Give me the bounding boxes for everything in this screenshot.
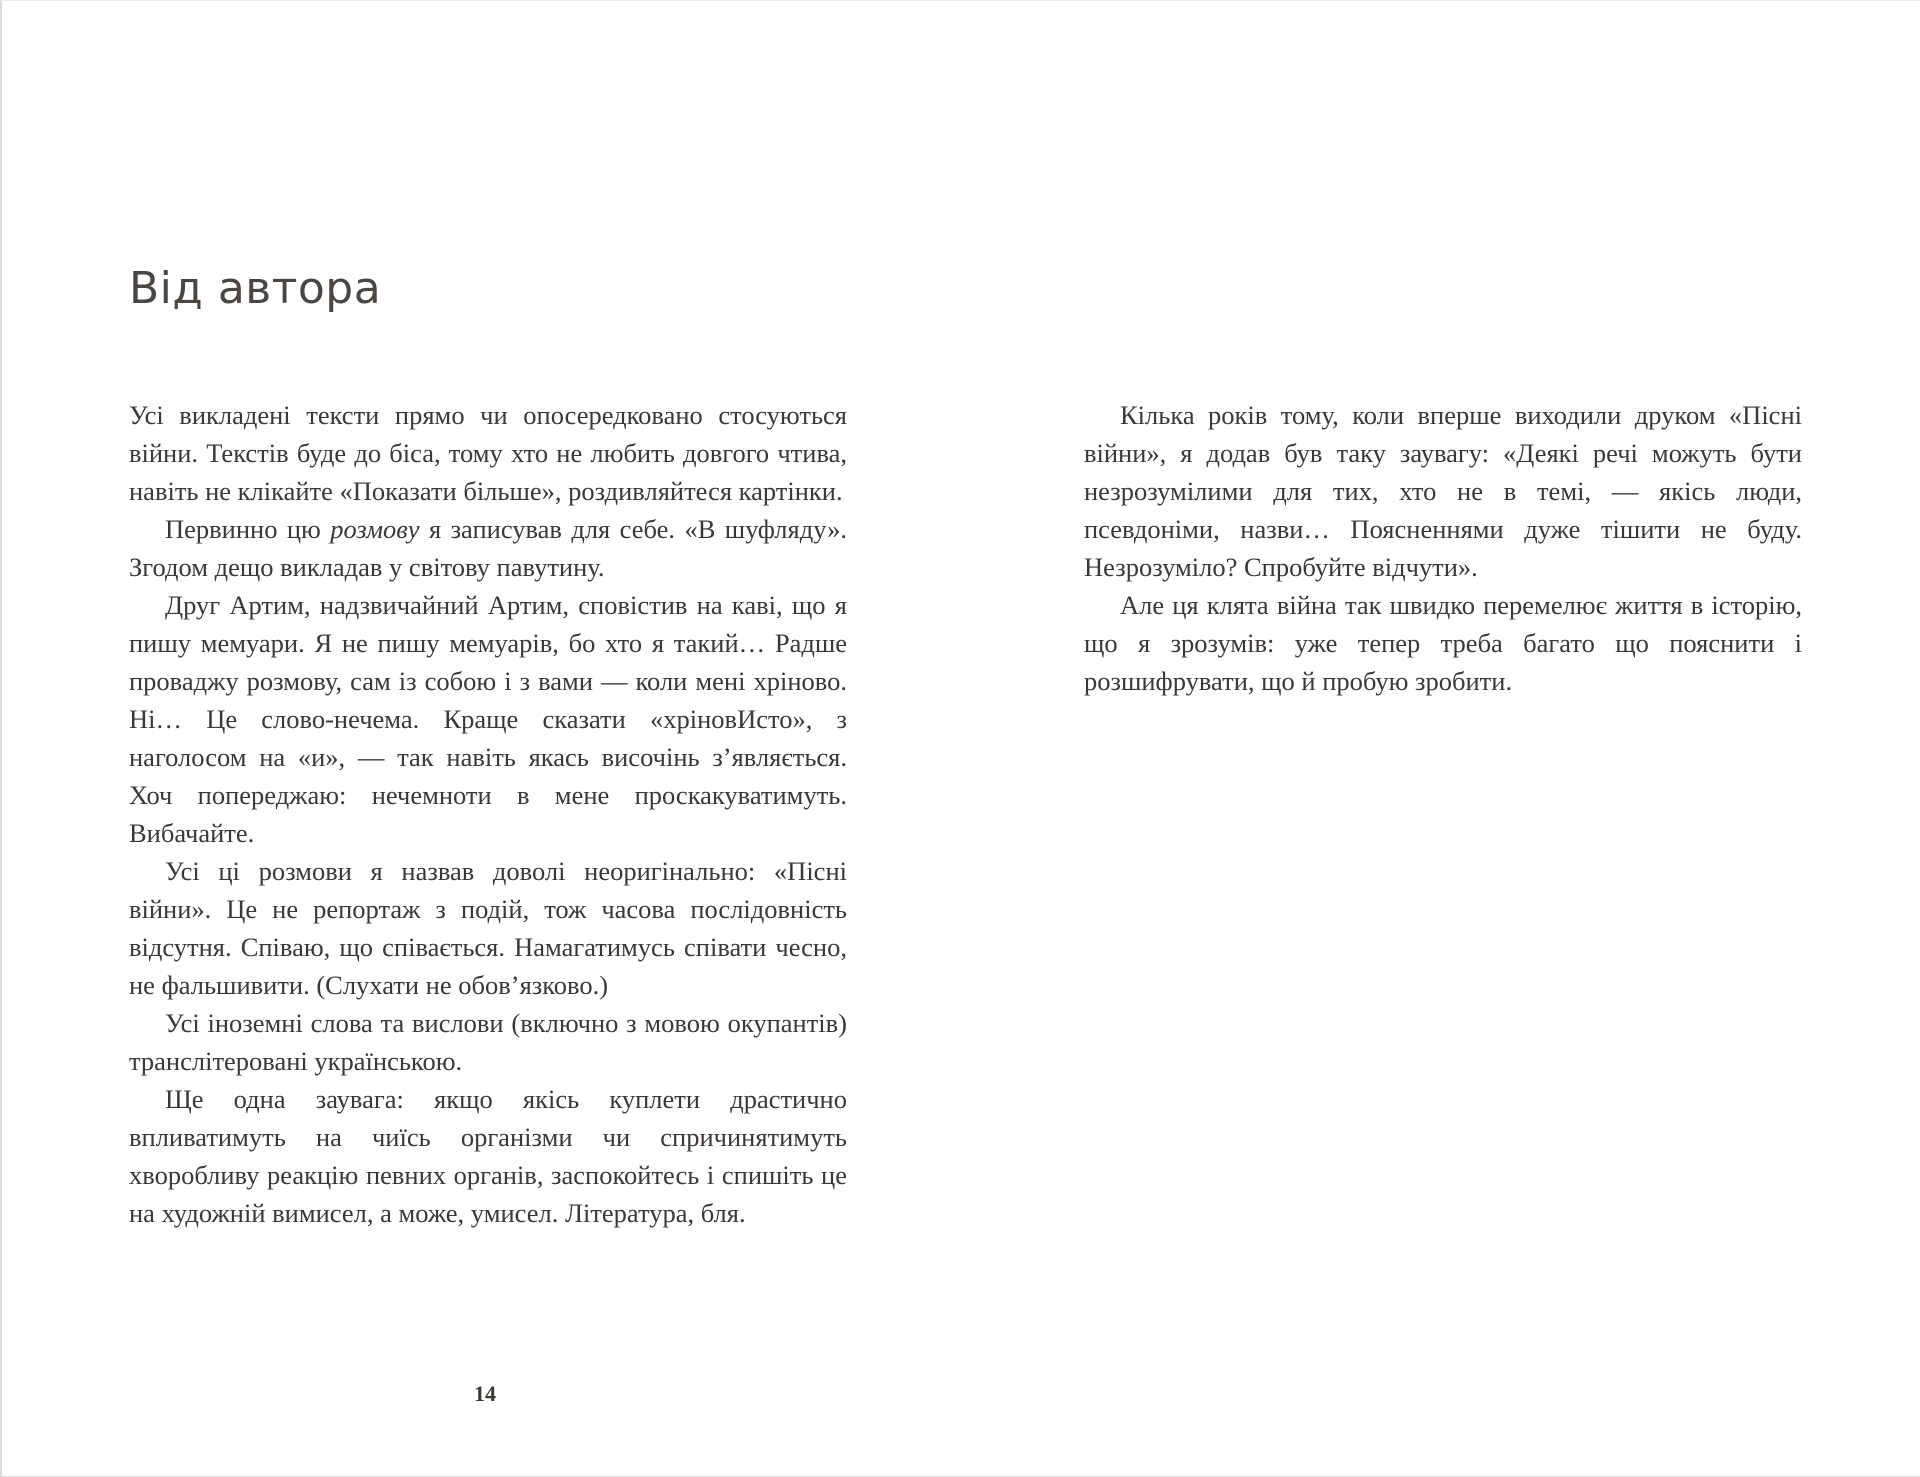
- paragraph-8: Але ця клята війна так швидко перемелює життя в історію, що я зрозумів: уже тепер треба багато що пояснити і розшифрувати, що й пробую зробити.: [1084, 590, 1802, 696]
- paragraph-2-start: Первинно цю: [165, 514, 331, 544]
- paragraph-5: Усі іноземні слова та вислови (включно з мовою окупантів) транслітеровані українською.: [129, 1008, 847, 1076]
- paragraph-2-end: я записував для себе. «В шуфляду». Згодом дещо викладав у світову павутину.: [129, 514, 847, 582]
- left-page-text: [129, 396, 847, 1232]
- paragraph-2: [129, 510, 847, 586]
- page-number: 14: [474, 1381, 496, 1406]
- chapter-title: Від автора: [129, 263, 382, 314]
- paragraph-3: Друг Артим, надзвичайний Артим, сповістив на каві, що я пишу мемуари. Я не пишу мемуарів, бо хто я такий… Радше проваджу розмову, сам із собою і з вами — коли мені хріново. Ні… Це слово-нечема. Краще сказати «хріновИсто», з наголосом на «и», — так навіть якась височінь з’являється. Хоч попереджаю: нечемноти в мене проскакуватимуть. Вибачайте.: [129, 590, 847, 848]
- paragraph-7: Кілька років тому, коли вперше виходили друком «Пісні війни», я додав був таку заувагу: «Деякі речі можуть бути незрозумілими для тих, хто не в темі, — якісь люди, псевдоніми, назви… Поясненнями дуже тішити не буду. Незрозуміло? Спробуйте відчути».: [1084, 400, 1802, 582]
- paragraph-1: Усі викладені тексти прямо чи опосередковано стосуються війни. Текстів буде до біса, тому хто не любить довгого чтива, навіть не клікайте «Показати більше», роздивляйтеся картінки.: [129, 400, 847, 506]
- paragraph-6: Ще одна заувага: якщо якісь куплети драстично впливатимуть на чиїсь організми чи спричинятимуть хворобливу реакцію певних органів, заспокойтесь і спишіть це на художній вимисел, а може, умисел. Література, бля.: [129, 1084, 847, 1228]
- paragraph-4: Усі ці розмови я назвав доволі неоригінально: «Пісні війни». Це не репортаж з подій, тож часова послідовність відсутня. Співаю, що співається. Намагатимусь співати чесно, не фальшивити. (Слухати не обов’язково.): [129, 856, 847, 1000]
- paragraph-2-italic: розмову: [330, 514, 420, 544]
- right-page-text: [1084, 396, 1802, 700]
